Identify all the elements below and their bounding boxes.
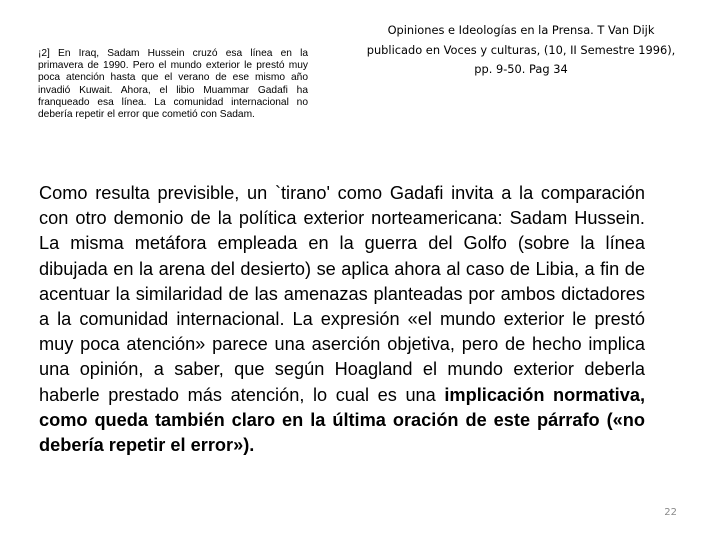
page-number: 22	[664, 507, 677, 518]
body-paragraph	[39, 181, 645, 458]
body-regular-text: Como resulta previsible, un `tirano' como Gadafi invita a la comparación con otro demonio de la política exterior norteamericana: Sadam Hussein. La misma metáfora empleada en la guerra del Golfo (sobre la línea dibujada en la arena del desierto) se aplica ahora al caso de Libia, a fin de acentuar la similaridad de las amenazas planteadas por ambos dictadores a la comunidad internacional. La expresión «el mundo exterior le prestó muy poca atención» parece una aserción objetiva, pero de hecho implica una opinión, a saber, que según Hoagland el mundo exterior deberla haberle prestado más atención, lo cual es una	[39, 183, 645, 405]
source-line-2: publicado en Voces y culturas, (10, II Semestre 1996),	[366, 42, 676, 57]
source-line-3: pp. 9-50. Pag 34	[474, 62, 568, 76]
footnote-text: ¡2] En Iraq, Sadam Hussein cruzó esa línea en la primavera de 1990. Pero el mundo exterior le prestó muy poca atención hasta que el verano de ese mismo año invadió Kuwait. Ahora, el libio Muammar Gadafi ha franqueado esa línea. La comunidad internacional no debería repetir el error que cometió con Sadam.	[38, 48, 308, 121]
source-citation	[336, 21, 706, 80]
body-emphasis-text: implicación normativa, como queda también claro en la última oración de este párrafo («no debería repetir el error»).	[39, 384, 645, 456]
source-line-1: Opiniones e Ideologías en la Prensa. T Van Dijk	[387, 23, 655, 37]
